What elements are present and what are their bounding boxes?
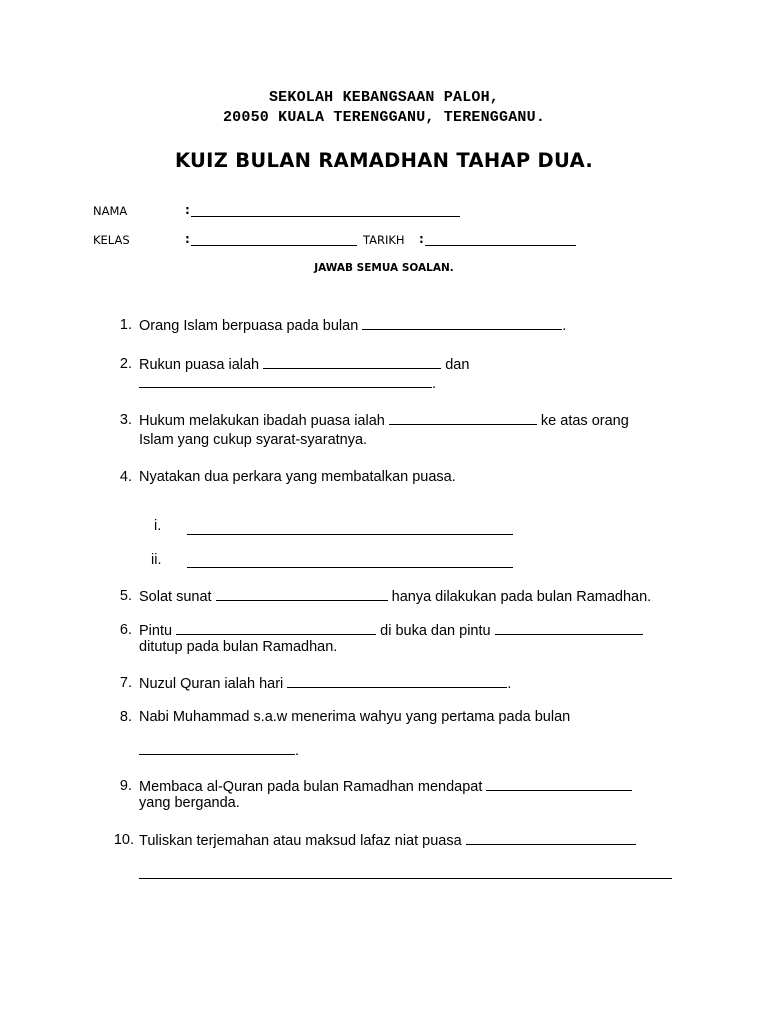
answer-blank[interactable] [466, 832, 636, 845]
question-7 [139, 675, 511, 693]
question-text: Membaca al-Quran pada bulan Ramadhan mendapat [139, 779, 483, 795]
question-3-line-2: Islam yang cukup syarat-syaratnya. [139, 432, 368, 448]
kelas-label: KELAS [93, 233, 130, 247]
question-number: 10. [113, 832, 134, 848]
question-text-mid: di buka dan pintu [380, 623, 491, 639]
question-3 [139, 412, 629, 430]
kelas-field[interactable] [191, 245, 357, 246]
question-8-line-2 [139, 742, 299, 760]
answer-blank[interactable] [389, 412, 537, 425]
kelas-colon: : [185, 232, 190, 246]
question-5 [139, 588, 651, 606]
instruction: JAWAB SEMUA SOALAN. [314, 262, 454, 274]
question-number: 9. [119, 778, 132, 794]
question-number: 6. [119, 622, 132, 638]
question-number: 7. [119, 675, 132, 691]
question-text-end: hanya dilakukan pada bulan Ramadhan. [391, 589, 652, 605]
quiz-title: KUIZ BULAN RAMADHAN TAHAP DUA. [174, 149, 594, 172]
question-text: Pintu [139, 623, 173, 639]
answer-blank[interactable] [139, 375, 432, 388]
question-text: Solat sunat [139, 589, 212, 605]
question-9 [139, 778, 632, 796]
nama-field[interactable] [191, 216, 460, 217]
question-number: 1. [119, 317, 132, 333]
question-text: Hukum melakukan ibadah puasa ialah [139, 413, 385, 429]
answer-blank[interactable] [287, 675, 507, 688]
sub-item-label: i. [154, 518, 162, 534]
question-2 [139, 356, 469, 374]
answer-blank[interactable] [187, 567, 513, 568]
answer-blank[interactable] [216, 588, 388, 601]
question-8: Nabi Muhammad s.a.w menerima wahyu yang pertama pada bulan [139, 709, 571, 725]
question-1 [139, 317, 566, 335]
nama-colon: : [185, 203, 190, 217]
question-number: 5. [119, 588, 132, 604]
answer-blank[interactable] [495, 622, 643, 635]
question-text-end: . [295, 743, 300, 759]
question-text: Orang Islam berpuasa pada bulan [139, 318, 359, 334]
sub-item-label: ii. [151, 552, 162, 568]
answer-blank[interactable] [187, 534, 513, 535]
question-text-end: . [432, 376, 437, 392]
school-address: 20050 KUALA TERENGGANU, TERENGGANU. [222, 109, 546, 126]
question-9-line-2: yang berganda. [139, 795, 240, 811]
question-text-mid: dan [445, 357, 470, 373]
question-10 [139, 832, 636, 850]
question-4: Nyatakan dua perkara yang membatalkan puasa. [139, 469, 456, 485]
question-text: Nuzul Quran ialah hari [139, 676, 284, 692]
tarikh-colon: : [419, 232, 424, 246]
question-6-line-2: ditutup pada bulan Ramadhan. [139, 639, 338, 655]
question-number: 2. [119, 356, 132, 372]
school-name: SEKOLAH KEBANGSAAN PALOH, [268, 89, 500, 106]
question-2-line-2 [139, 375, 436, 393]
answer-blank[interactable] [486, 778, 632, 791]
answer-blank[interactable] [139, 742, 295, 755]
tarikh-field[interactable] [425, 245, 576, 246]
question-text: Tuliskan terjemahan atau maksud lafaz niat puasa [139, 833, 462, 849]
question-text-end: . [562, 318, 567, 334]
question-6 [139, 622, 643, 640]
question-text-end: . [507, 676, 512, 692]
question-text: Rukun puasa ialah [139, 357, 260, 373]
question-text-mid: ke atas orang [540, 413, 629, 429]
tarikh-label: TARIKH [363, 233, 405, 247]
answer-blank[interactable] [139, 878, 672, 879]
nama-label: NAMA [93, 204, 128, 218]
answer-blank[interactable] [362, 317, 562, 330]
question-number: 4. [119, 469, 132, 485]
answer-blank[interactable] [263, 356, 441, 369]
question-number: 3. [119, 412, 132, 428]
question-number: 8. [119, 709, 132, 725]
answer-blank[interactable] [176, 622, 376, 635]
